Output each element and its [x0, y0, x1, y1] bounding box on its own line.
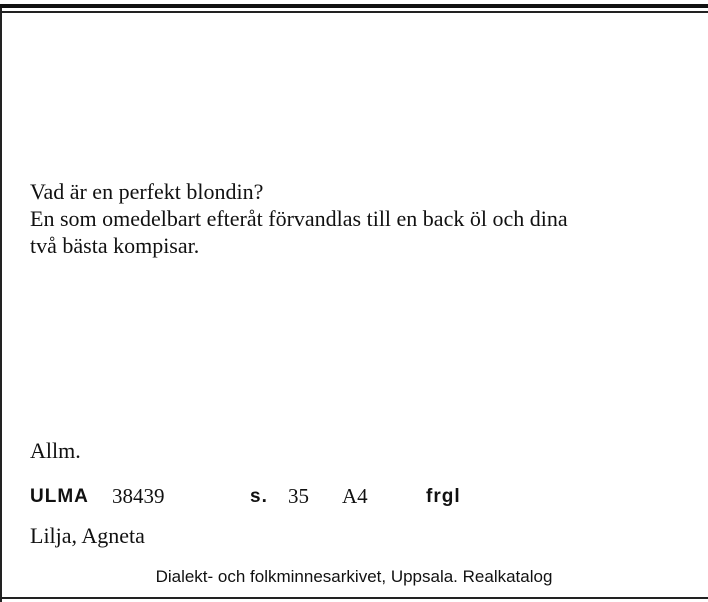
format-label: A4	[342, 484, 368, 508]
joke-text	[30, 178, 690, 259]
reference-row	[30, 484, 690, 512]
joke-answer-line-1: En som omedelbart efteråt förvandlas till en back öl och dina	[30, 206, 568, 231]
archive-code: ULMA	[30, 486, 89, 507]
joke-answer-line-2: två bästa kompisar.	[30, 233, 200, 258]
page-prefix: s.	[250, 486, 268, 507]
archive-number: 38439	[112, 484, 165, 508]
bottom-border	[0, 597, 708, 599]
type-code: frgl	[426, 486, 461, 507]
author-name: Lilja, Agneta	[30, 523, 145, 548]
left-border	[0, 8, 2, 602]
joke-question: Vad är en perfekt blondin?	[30, 179, 264, 204]
top-border-thick	[0, 4, 708, 8]
category-label: Allm.	[30, 438, 81, 463]
footer-catalog-label: Dialekt- och folkminnesarkivet, Uppsala. Realkatalog	[155, 567, 553, 586]
top-border-thin	[0, 11, 708, 13]
page-number: 35	[288, 484, 309, 508]
